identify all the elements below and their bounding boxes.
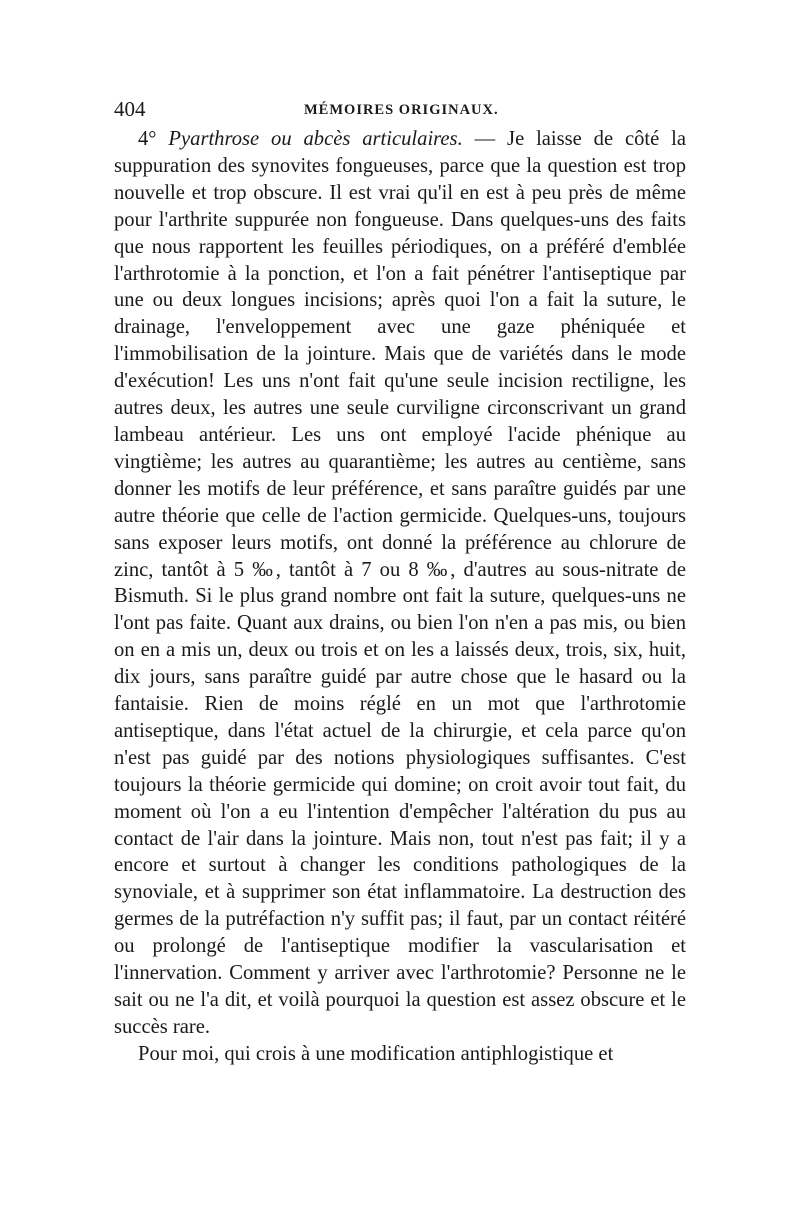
book-page [114,96,686,1068]
running-title: MÉMOIRES ORIGINAUX. [304,102,499,118]
section-number: 4° [138,128,157,150]
body-text [114,126,686,1068]
paragraph-text: — Je laisse de côté la suppuration des synovites fongueuses, parce que la question est trop nouvelle et trop obscure. Il est vrai qu'il en est à peu près de même pour l'arthrite suppurée non fongueuse. Dans quelques-uns des faits que nous rapportent les feuilles périodiques, on a préféré d'emblée l'arthrotomie à la ponction, et l'on a fait pénétrer l'antiseptique par une ou deux longues incisions; après quoi l'on a fait la suture, le drainage, l'enveloppement avec une gaze phéniquée et l'immobilisation de la jointure. Mais que de variétés dans le mode d'exécution! Les uns n'ont fait qu'une seule incision rectiligne, les autres deux, les autres une seule curviligne circonscrivant un grand lambeau antérieur. Les uns ont employé l'acide phénique au vingtième; les autres au quarantième; les autres au centième, sans donner les motifs de leur préférence, et sans paraître guidés par une autre théorie que celle de l'action germicide. Quelques-uns, toujours sans exposer leurs motifs, ont donné la préférence au chlorure de zinc, tantôt à 5 ‰, tantôt à 7 ou 8 ‰, d'autres au sous-nitrate de Bismuth. Si le plus grand nombre ont fait la suture, quelques-uns ne l'ont pas faite. Quant aux drains, ou bien l'on n'en a pas mis, ou bien on en a mis un, deux ou trois et on les a laissés deux, trois, six, huit, dix jours, sans paraître guidé par autre chose que le hasard ou la fantaisie. Rien de moins réglé en un mot que l'arthrotomie antiseptique, dans l'état actuel de la chirurgie, et cela parce qu'on n'est pas guidé par des notions physiologiques suffisantes. C'est toujours la théorie germicide qui domine; on croit avoir tout fait, du moment où l'on a eu l'intention d'empêcher l'altération du pus au contact de l'air dans la jointure. Mais non, tout n'est pas fait; il y a encore et surtout à changer les conditions pathologiques de la synoviale, et à supprimer son état inflammatoire. La destruction des germes de la putréfaction n'y suffit pas; il faut, par un contact réitéré ou prolongé de l'antiseptique modifier la vascularisation et l'innervation. Comment y arriver avec l'arthrotomie? Personne ne le sait ou ne l'a dit, et voilà pourquoi la question est assez obscure et le succès rare. [114,128,687,1038]
paragraph-pour-moi [114,1041,686,1068]
paragraph-pyarthrose [114,126,686,1041]
page-number: 404 [114,97,146,121]
section-heading: Pyarthrose ou abcès articulaires. [168,128,463,150]
running-header [114,96,686,122]
paragraph-text: Pour moi, qui crois à une modification antiphlogistique et [138,1042,614,1065]
